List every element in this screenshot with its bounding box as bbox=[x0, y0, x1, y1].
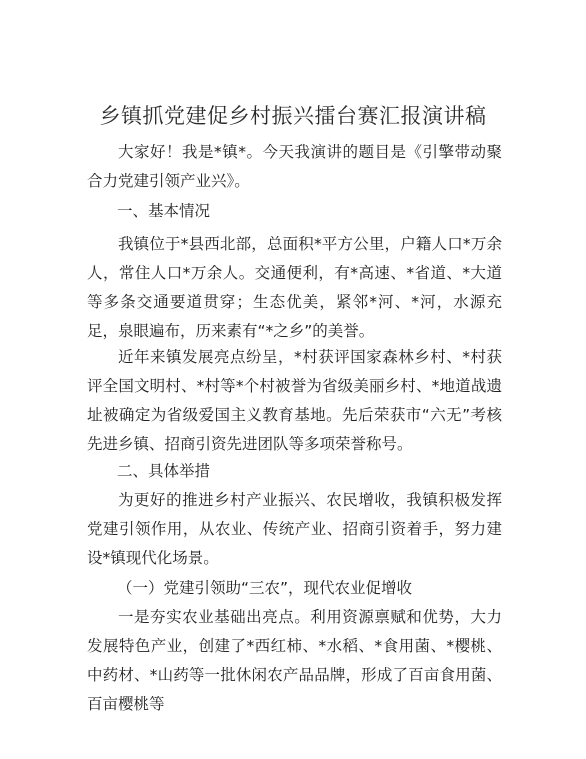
achievements-paragraph: 近年来镇发展亮点纷呈，*村获评国家森林乡村、*村获评全国文明村、*村等*个村被誉为省级美丽乡村、*地道战遗址被确定为省级爱国主义教育基地。先后荣获市“六无”考核先进乡镇、招商引资先进团队等多项荣誉称号。 bbox=[87, 348, 502, 453]
section-heading-basic-situation: 一、基本情况 bbox=[117, 202, 211, 220]
section-heading-measures: 二、具体举措 bbox=[117, 462, 211, 480]
agriculture-paragraph: 一是夯实农业基础出亮点。利用资源禀赋和优势，大力发展特色产业，创建了*西红柿、*水稻、*食用菌、*樱桃、中药材、*山药等一批休闲农产品品牌，形成了百亩食用菌、百亩樱桃等 bbox=[87, 608, 502, 713]
location-paragraph: 我镇位于*县西北部，总面积*平方公里，户籍人口*万余人，常住人口*万余人。交通便利，有*高速、*省道、*大道等多条交通要道贯穿；生态优美，紧邻*河、*河，水源充足，泉眼遍布，历来素有“*之乡”的美誉。 bbox=[87, 235, 502, 340]
document-title: 乡镇抓党建促乡村振兴擂台赛汇报演讲稿 bbox=[99, 104, 487, 128]
measures-intro-paragraph: 为更好的推进乡村产业振兴、农民增收，我镇积极发挥党建引领作用，从农业、传统产业、招商引资着手，努力建设*镇现代化场景。 bbox=[87, 491, 502, 567]
subsection-heading-agriculture: （一）党建引领助“三农”，现代农业促增收 bbox=[117, 579, 413, 597]
greeting-paragraph: 大家好！我是*镇*。今天我演讲的题目是《引擎带动聚合力党建引领产业兴》。 bbox=[87, 143, 502, 190]
